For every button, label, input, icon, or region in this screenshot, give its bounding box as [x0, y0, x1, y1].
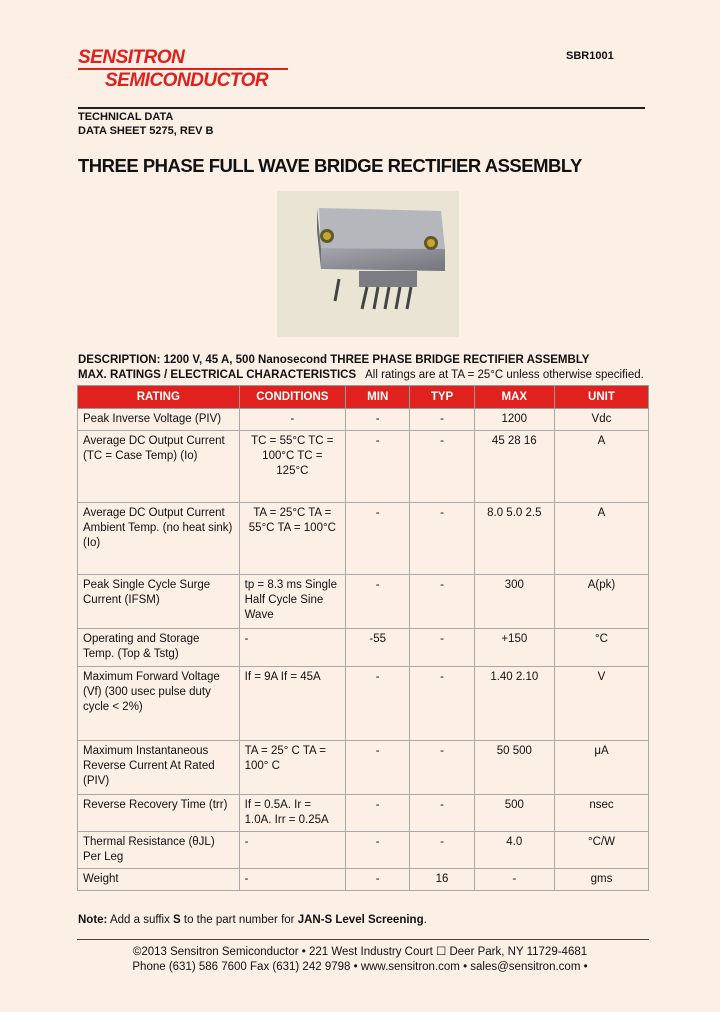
note-suffix: S [173, 914, 181, 926]
logo-semiconductor: SEMICONDUCTOR [105, 70, 269, 91]
col-header-conditions: CONDITIONS [239, 386, 345, 409]
cell-conditions: TA = 25° C TA = 100° C [239, 741, 345, 795]
cell-min: - [346, 409, 410, 431]
logo-sensitron: SENSITRON [78, 47, 185, 68]
cell-unit: nsec [554, 795, 648, 832]
cell-min: - [346, 503, 410, 575]
cell-typ: - [410, 629, 474, 667]
cell-typ: - [410, 503, 474, 575]
cell-max: - [474, 869, 554, 891]
footer-contact: Phone (631) 586 7600 Fax (631) 242 9798 • www.sensitron.com • sales@sensitron.com • [132, 961, 588, 973]
cell-conditions: - [239, 832, 345, 869]
cell-max: 8.0 5.0 2.5 [474, 503, 554, 575]
technical-data-label: TECHNICAL DATA [78, 111, 174, 123]
cell-typ: - [410, 431, 474, 503]
ratings-table [77, 385, 649, 891]
note-text2: to the part number for [180, 914, 298, 926]
cell-typ: - [410, 795, 474, 832]
table-row [78, 629, 649, 667]
footer-address: ©2013 Sensitron Semiconductor • 221 West Industry Court ☐ Deer Park, NY 11729-4681 [132, 946, 588, 958]
cell-min: - [346, 741, 410, 795]
note-text1: Add a suffix [107, 914, 174, 926]
cell-typ: - [410, 832, 474, 869]
screening-note [78, 914, 427, 926]
note-end: . [423, 914, 427, 926]
table-row [78, 869, 649, 891]
table-row [78, 795, 649, 832]
cell-rating: Maximum Forward Voltage (Vf) (300 usec pulse duty cycle < 2%) [78, 667, 240, 741]
max-ratings-note: All ratings are at TA = 25°C unless otherwise specified. [365, 369, 644, 381]
cell-rating: Thermal Resistance (θJL) Per Leg [78, 832, 240, 869]
cell-rating: Weight [78, 869, 240, 891]
cell-max: 500 [474, 795, 554, 832]
table-row [78, 667, 649, 741]
cell-min: - [346, 869, 410, 891]
data-sheet-label: DATA SHEET 5275, REV B [78, 125, 214, 137]
page-title: THREE PHASE FULL WAVE BRIDGE RECTIFIER ASSEMBLY [78, 155, 582, 176]
table-row [78, 575, 649, 629]
cell-min: - [346, 795, 410, 832]
footer-divider [77, 939, 649, 940]
cell-conditions: TC = 55°C TC = 100°C TC = 125°C [239, 431, 345, 503]
cell-conditions: - [239, 869, 345, 891]
cell-min: - [346, 832, 410, 869]
cell-rating: Peak Single Cycle Surge Current (IFSM) [78, 575, 240, 629]
table-row [78, 503, 649, 575]
cell-conditions: tp = 8.3 ms Single Half Cycle Sine Wave [239, 575, 345, 629]
table-row [78, 741, 649, 795]
cell-unit: A [554, 431, 648, 503]
cell-max: 300 [474, 575, 554, 629]
cell-rating: Average DC Output Current Ambient Temp. (no heat sink) (Io) [78, 503, 240, 575]
cell-max: +150 [474, 629, 554, 667]
cell-rating: Maximum Instantaneous Reverse Current At Rated (PIV) [78, 741, 240, 795]
cell-rating: Average DC Output Current (TC = Case Temp) (Io) [78, 431, 240, 503]
cell-unit: °C/W [554, 832, 648, 869]
cell-unit: Vdc [554, 409, 648, 431]
cell-typ: - [410, 409, 474, 431]
header-divider [78, 107, 645, 109]
cell-max: 1200 [474, 409, 554, 431]
col-header-rating: RATING [78, 386, 240, 409]
col-header-max: MAX [474, 386, 554, 409]
part-number: SBR1001 [566, 50, 614, 62]
cell-min: - [346, 431, 410, 503]
col-header-min: MIN [346, 386, 410, 409]
cell-max: 50 500 [474, 741, 554, 795]
note-emphasis: JAN-S Level Screening [297, 914, 424, 926]
cell-conditions: If = 9A If = 45A [239, 667, 345, 741]
cell-max: 1.40 2.10 [474, 667, 554, 741]
cell-typ: - [410, 575, 474, 629]
cell-unit: A(pk) [554, 575, 648, 629]
cell-unit: V [554, 667, 648, 741]
max-ratings-line [78, 368, 658, 382]
cell-conditions: - [239, 629, 345, 667]
cell-conditions: - [239, 409, 345, 431]
cell-unit: μA [554, 741, 648, 795]
cell-typ: - [410, 667, 474, 741]
cell-min: - [346, 667, 410, 741]
max-ratings-label: MAX. RATINGS / ELECTRICAL CHARACTERISTICS [78, 369, 357, 381]
cell-conditions: If = 0.5A. Ir = 1.0A. Irr = 0.25A [239, 795, 345, 832]
col-header-unit: UNIT [554, 386, 648, 409]
table-row [78, 409, 649, 431]
cell-max: 45 28 16 [474, 431, 554, 503]
cell-unit: gms [554, 869, 648, 891]
col-header-typ: TYP [410, 386, 474, 409]
cell-typ: 16 [410, 869, 474, 891]
cell-rating: Peak Inverse Voltage (PIV) [78, 409, 240, 431]
cell-min: - [346, 575, 410, 629]
cell-max: 4.0 [474, 832, 554, 869]
table-row [78, 431, 649, 503]
cell-rating: Operating and Storage Temp. (Top & Tstg) [78, 629, 240, 667]
cell-unit: °C [554, 629, 648, 667]
note-label: Note: [78, 914, 108, 926]
product-photo [277, 191, 459, 337]
cell-min: -55 [346, 629, 410, 667]
cell-typ: - [410, 741, 474, 795]
cell-rating: Reverse Recovery Time (trr) [78, 795, 240, 832]
cell-conditions: TA = 25°C TA = 55°C TA = 100°C [239, 503, 345, 575]
cell-unit: A [554, 503, 648, 575]
table-row [78, 832, 649, 869]
description: DESCRIPTION: 1200 V, 45 A, 500 Nanosecond THREE PHASE BRIDGE RECTIFIER ASSEMBLY [78, 354, 590, 366]
technical-data-block [78, 110, 214, 138]
